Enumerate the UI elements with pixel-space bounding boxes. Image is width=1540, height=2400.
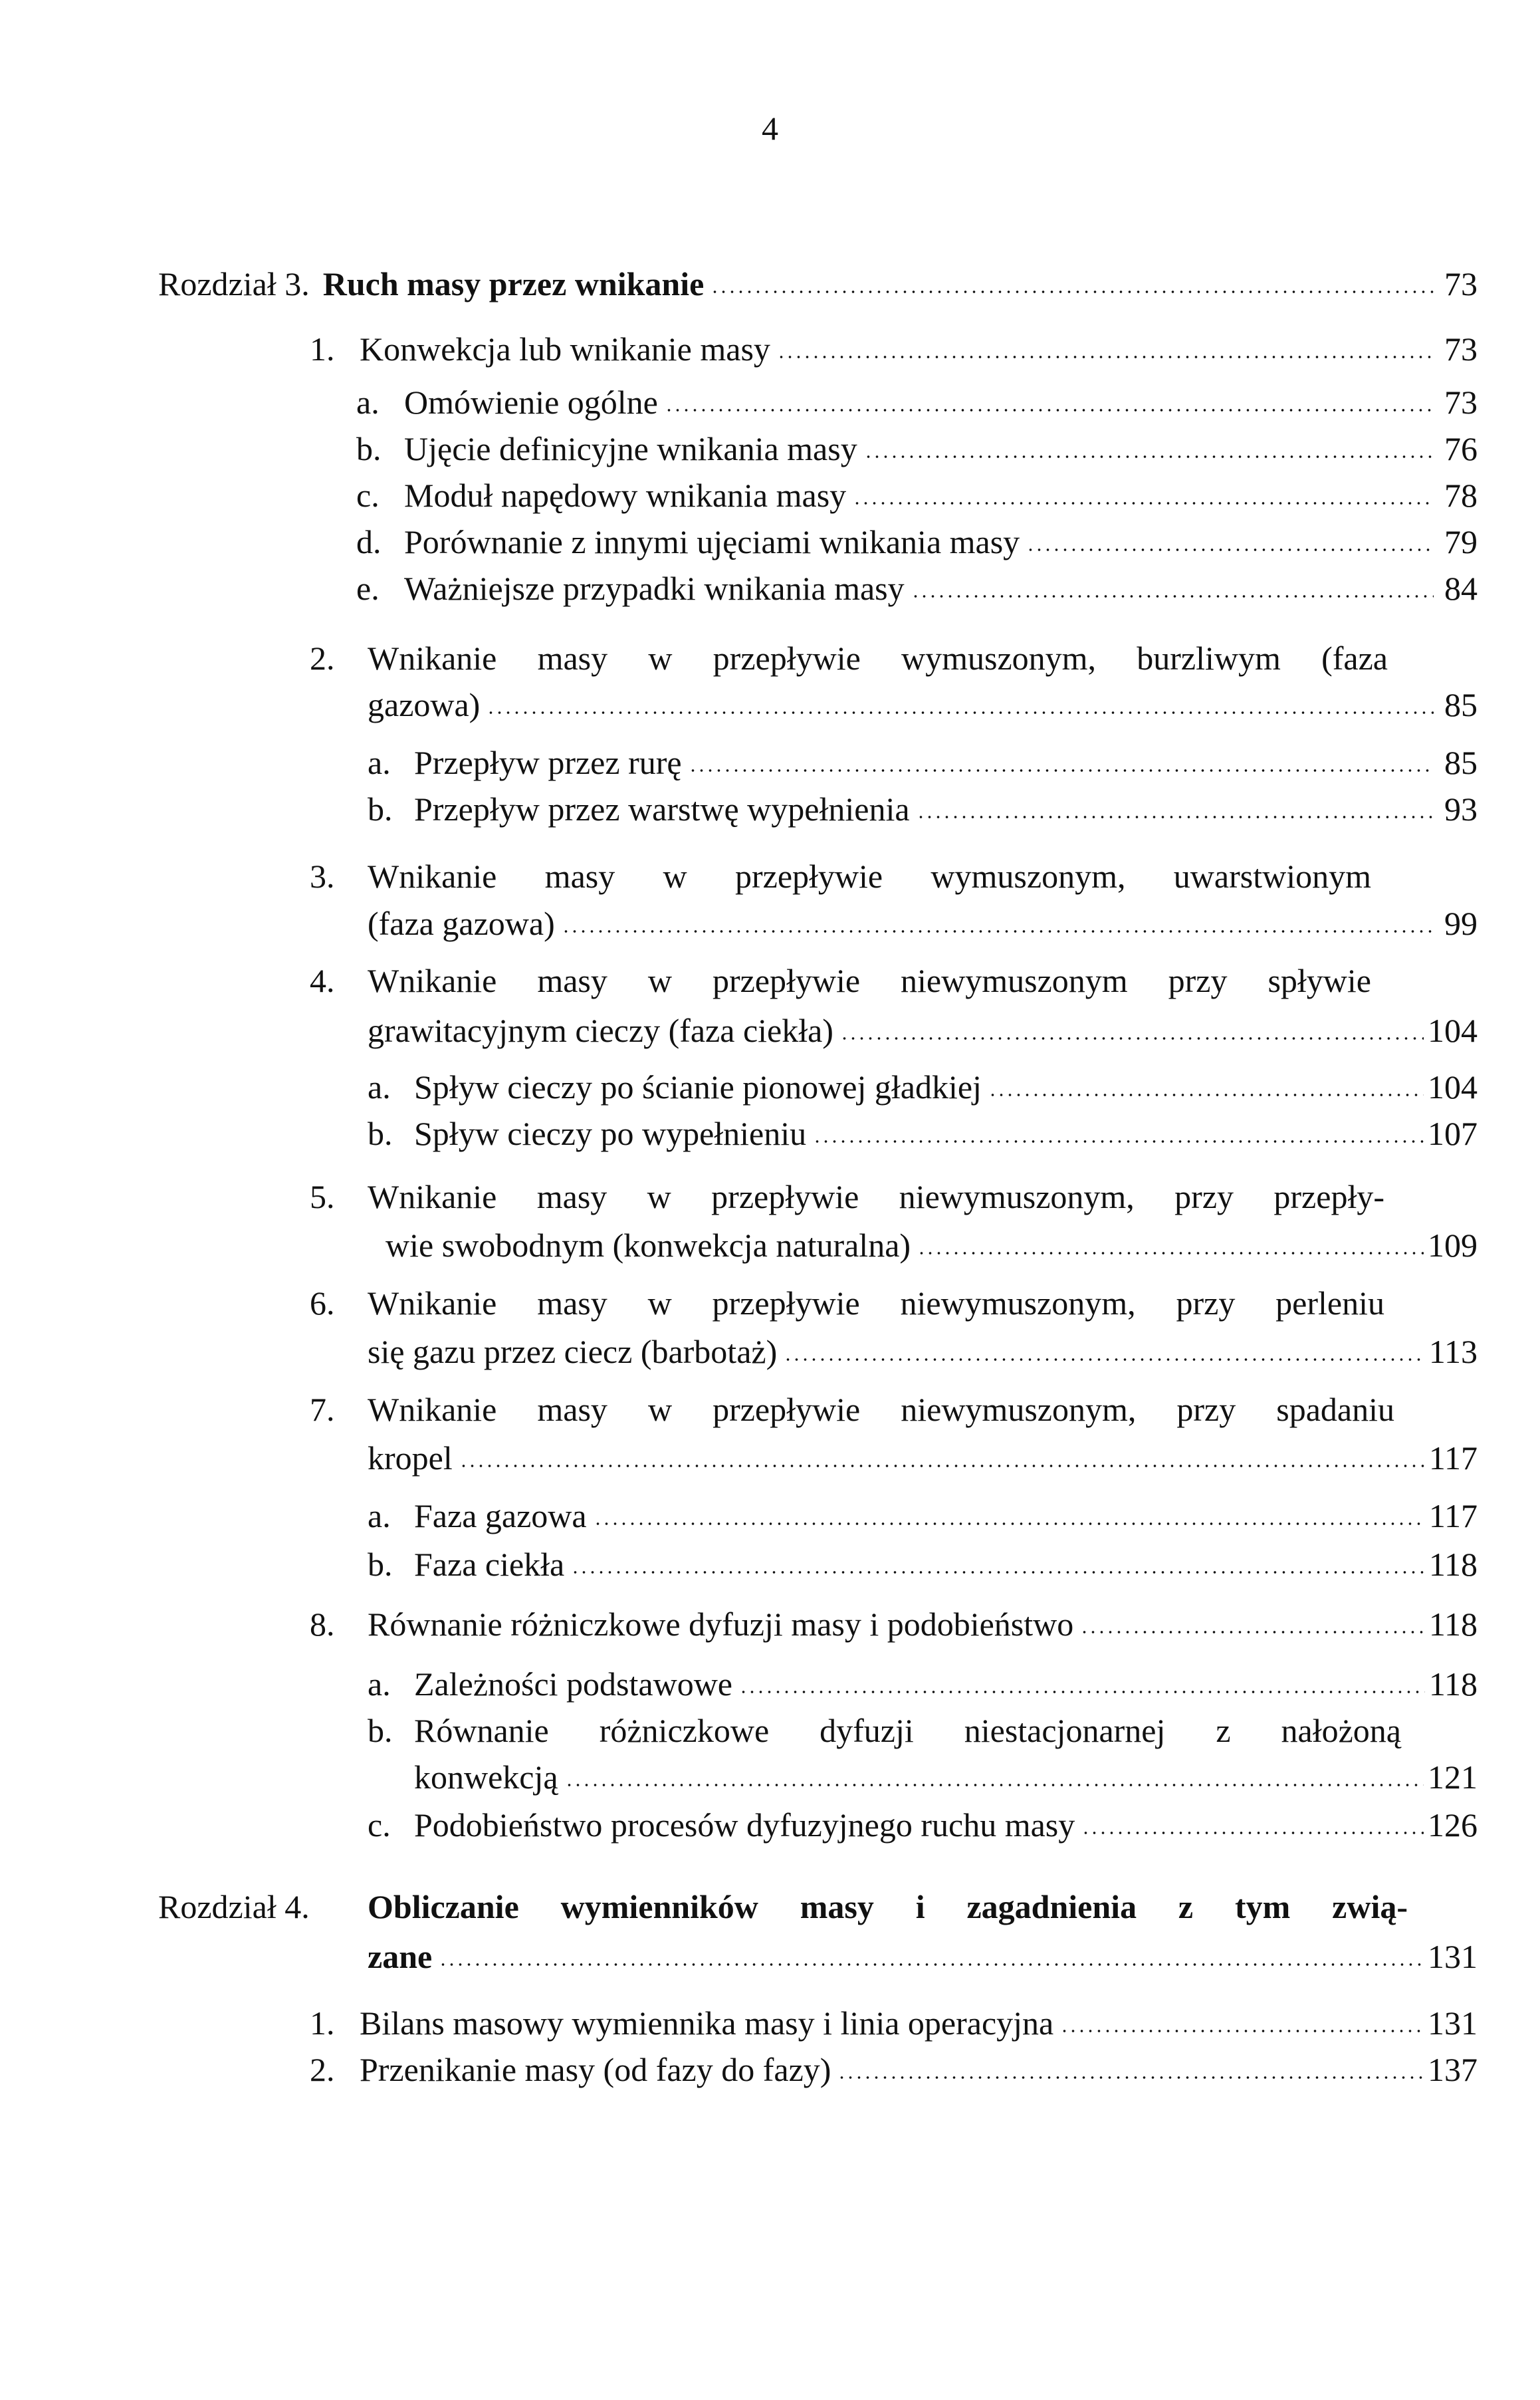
leader-dots [562, 929, 1434, 933]
page-ref: 118 [1428, 1665, 1478, 1703]
page-ref: 118 [1428, 1546, 1478, 1583]
section-number: 7. [310, 1391, 335, 1428]
subsection-title: Spływ cieczy po wypełnieniu [414, 1115, 807, 1152]
page-ref: 131 [1428, 2004, 1478, 2042]
leader-dots [689, 769, 1434, 773]
leader-dots [1026, 548, 1434, 552]
leader-dots [1060, 2029, 1424, 2033]
page-ref: 126 [1428, 1806, 1478, 1844]
toc-section-3-7[interactable] [368, 1441, 1478, 1475]
leader-dots [665, 408, 1434, 412]
toc-section-3-2[interactable] [368, 688, 1478, 721]
page-ref: 113 [1428, 1333, 1478, 1370]
toc-subsection-3-4-a[interactable] [368, 1070, 1478, 1104]
page-ref: 118 [1428, 1606, 1478, 1643]
leader-dots [864, 455, 1434, 459]
page-ref: 85 [1444, 744, 1478, 781]
leader-dots [911, 594, 1434, 598]
toc-section-3-8[interactable] [310, 1608, 1478, 1641]
subsection-title-line-1[interactable]: Równanie różniczkowe dyfuzji niestacjonarnej z nałożoną [414, 1712, 1401, 1749]
leader-dots [917, 1251, 1424, 1255]
page-ref: 107 [1428, 1115, 1478, 1152]
page-ref: 76 [1444, 430, 1478, 467]
toc-subsection-3-2-a[interactable] [368, 746, 1478, 779]
subsection-label: a. [368, 1497, 391, 1534]
toc-subsection-3-2-b[interactable] [368, 792, 1478, 826]
subsection-label: e. [356, 570, 380, 607]
toc-section-3-1[interactable] [310, 332, 1478, 366]
page-ref: 121 [1428, 1758, 1478, 1796]
toc-subsection-3-1-c[interactable] [356, 479, 1478, 512]
section-number: 2. [310, 2051, 335, 2088]
section-title-line-2: kropel [368, 1439, 453, 1477]
subsection-title: Zależności podstawowe [414, 1665, 733, 1703]
section-number: 2. [310, 640, 335, 677]
leader-dots [565, 1783, 1424, 1787]
section-title-line-2: się gazu przez ciecz (barbotaż) [368, 1333, 778, 1370]
page-ref: 104 [1428, 1012, 1478, 1049]
page-ref: 137 [1428, 2051, 1478, 2088]
subsection-label: a. [356, 384, 380, 421]
subsection-label: c. [356, 477, 380, 514]
section-title-line-2: (faza gazowa) [368, 905, 555, 942]
page-ref: 104 [1428, 1068, 1478, 1106]
subsection-title: Faza ciekła [414, 1546, 565, 1583]
section-number: 3. [310, 858, 335, 895]
section-title-line-1[interactable]: Wnikanie masy w przepływie wymuszonym, uwarstwionym [368, 858, 1371, 895]
chapter-label: Rozdział 4. [158, 1888, 310, 1925]
leader-dots [837, 2076, 1424, 2080]
section-title: Konwekcja lub wnikanie masy [360, 330, 770, 368]
page-ref: 73 [1444, 265, 1478, 302]
chapter-label: Rozdział 3. [158, 265, 310, 302]
section-title: Bilans masowy wymiennika masy i linia operacyjna [360, 2004, 1054, 2042]
section-title-line-2: gazowa) [368, 686, 481, 723]
subsection-label: b. [356, 430, 382, 467]
section-title-line-2: grawitacyjnym cieczy (faza ciekła) [368, 1012, 833, 1049]
toc-subsection-3-8-c[interactable] [368, 1808, 1478, 1842]
toc-chapter-4[interactable] [368, 1940, 1478, 1973]
page-ref: 84 [1444, 570, 1478, 607]
subsection-label: a. [368, 744, 391, 781]
toc-subsection-3-8-b[interactable] [414, 1760, 1478, 1794]
leader-dots [917, 815, 1434, 819]
leader-dots [594, 1522, 1425, 1526]
subsection-title: Moduł napędowy wnikania masy [404, 477, 847, 514]
section-number: 5. [310, 1178, 335, 1215]
toc-section-3-6[interactable] [368, 1335, 1478, 1368]
toc-section-4-1[interactable] [310, 2006, 1478, 2040]
section-number: 1. [310, 2004, 335, 2042]
section-title-line-2: wie swobodnym (konwekcja naturalna) [385, 1227, 911, 1264]
leader-dots [853, 501, 1434, 505]
toc-section-3-5[interactable] [385, 1229, 1478, 1262]
page-ref: 117 [1428, 1497, 1478, 1534]
leader-dots [487, 711, 1434, 715]
toc-chapter-3[interactable] [158, 267, 1478, 300]
page-ref: 109 [1428, 1227, 1478, 1264]
subsection-title: Ujęcie definicyjne wnikania masy [404, 430, 857, 467]
chapter-title-line-2: zane [368, 1938, 433, 1975]
leader-dots [784, 1358, 1425, 1362]
subsection-title: Porównanie z innymi ujęciami wnikania masy [404, 523, 1020, 560]
leader-dots [439, 1963, 1424, 1967]
toc-subsection-3-1-e[interactable] [356, 572, 1478, 605]
toc-subsection-3-1-a[interactable] [356, 386, 1478, 419]
leader-dots [988, 1093, 1424, 1097]
subsection-label: a. [368, 1665, 391, 1703]
toc-section-4-2[interactable] [310, 2053, 1478, 2086]
subsection-label: a. [368, 1068, 391, 1106]
section-title-line-1[interactable]: Wnikanie masy w przepływie niewymuszonym, przy przepły- [368, 1178, 1384, 1215]
page-ref: 79 [1444, 523, 1478, 560]
subsection-title: Faza gazowa [414, 1497, 587, 1534]
page-ref: 117 [1428, 1439, 1478, 1477]
page-ref: 131 [1428, 1938, 1478, 1975]
subsection-label: b. [368, 1712, 393, 1749]
subsection-label: b. [368, 790, 393, 828]
page-ref: 85 [1444, 686, 1478, 723]
section-number: 8. [310, 1606, 335, 1643]
leader-dots [840, 1036, 1424, 1040]
toc-subsection-3-7-b[interactable] [368, 1548, 1478, 1581]
section-title-line-1[interactable]: Wnikanie masy w przepływie wymuszonym, burzliwym (faza [368, 640, 1388, 677]
toc-section-3-4[interactable] [368, 1014, 1478, 1047]
section-title-line-1[interactable]: Wnikanie masy w przepływie niewymuszonym, przy perleniu [368, 1284, 1384, 1322]
leader-dots [571, 1570, 1425, 1574]
section-title: Równanie różniczkowe dyfuzji masy i podobieństwo [368, 1606, 1074, 1643]
subsection-title: Przepływ przez warstwę wypełnienia [414, 790, 910, 828]
subsection-label: b. [368, 1115, 393, 1152]
leader-dots [813, 1140, 1424, 1143]
subsection-title: Omówienie ogólne [404, 384, 658, 421]
leader-dots [1080, 1630, 1425, 1634]
page-number: 4 [762, 110, 778, 147]
section-title-line-1[interactable]: Wnikanie masy w przepływie niewymuszonym przy spływie [368, 962, 1371, 999]
page-ref: 73 [1444, 384, 1478, 421]
subsection-title: Przepływ przez rurę [414, 744, 682, 781]
leader-dots [459, 1464, 1425, 1468]
section-number: 6. [310, 1284, 335, 1322]
chapter-title: Ruch masy przez wnikanie [322, 265, 705, 302]
toc-section-3-3[interactable] [368, 907, 1478, 940]
subsection-title: Podobieństwo procesów dyfuzyjnego ruchu masy [414, 1806, 1075, 1844]
leader-dots [739, 1690, 1425, 1694]
section-number: 1. [310, 330, 335, 368]
page-ref: 73 [1444, 330, 1478, 368]
toc-subsection-3-8-a[interactable] [368, 1667, 1478, 1701]
subsection-title-line-2: konwekcją [414, 1758, 558, 1796]
toc-subsection-3-4-b[interactable] [368, 1117, 1478, 1150]
subsection-label: d. [356, 523, 382, 560]
section-number: 4. [310, 962, 335, 999]
section-title: Przenikanie masy (od fazy do fazy) [360, 2051, 831, 2088]
toc-subsection-3-7-a[interactable] [368, 1499, 1478, 1532]
page-ref: 99 [1444, 905, 1478, 942]
subsection-title: Spływ cieczy po ścianie pionowej gładkiej [414, 1068, 982, 1106]
leader-dots [711, 290, 1434, 294]
leader-dots [1081, 1831, 1424, 1835]
section-title-line-1[interactable]: Wnikanie masy w przepływie niewymuszonym, przy spadaniu [368, 1391, 1394, 1428]
page-ref: 78 [1444, 477, 1478, 514]
toc-subsection-3-1-b[interactable] [356, 432, 1478, 465]
chapter-title-line-1[interactable]: Obliczanie wymienników masy i zagadnienia z tym zwią- [368, 1888, 1408, 1925]
leader-dots [777, 355, 1434, 359]
subsection-label: b. [368, 1546, 393, 1583]
subsection-label: c. [368, 1806, 391, 1844]
page-ref: 93 [1444, 790, 1478, 828]
subsection-title: Ważniejsze przypadki wnikania masy [404, 570, 905, 607]
toc-subsection-3-1-d[interactable] [356, 525, 1478, 558]
